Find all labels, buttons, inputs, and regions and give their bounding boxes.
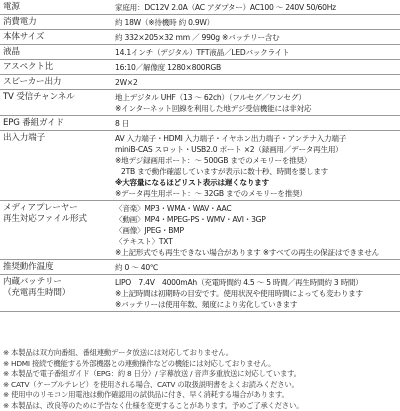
spec-value-line: ※上記形式でも再生できない場合があります ※すべての再生の保証はできません bbox=[115, 247, 400, 258]
spec-value-line: LIPO 7.4V 4000mAh（充電時間約 4.5 〜 5 時間／再生時間約 3 時間） bbox=[115, 277, 400, 288]
note-line: ※ 本製品で電子番組ガイド（EPG：約 8 日分）/ 字幕放送 / 音声多重放送に対応しています。 bbox=[3, 369, 400, 380]
spec-label-subtext: （充電再生時間） bbox=[3, 288, 70, 298]
spec-row bbox=[0, 90, 400, 116]
spec-label bbox=[0, 60, 112, 74]
spec-row bbox=[0, 60, 400, 75]
spec-row bbox=[0, 260, 400, 275]
spec-value bbox=[112, 201, 400, 259]
spec-value-line: 地上デジタル UHF（13 〜 62ch）（フルセグ／ワンセグ） bbox=[115, 92, 400, 103]
spec-label-text: 消費電力 bbox=[3, 17, 37, 27]
spec-row bbox=[0, 30, 400, 45]
spec-value-line: 2TB まで動作確認していますが表示に数十秒、時間を要します bbox=[115, 166, 400, 177]
spec-label bbox=[0, 116, 112, 130]
spec-value-line: 〈音楽〉MP3・WMA・WAV・AAC bbox=[115, 203, 400, 214]
spec-value bbox=[112, 60, 400, 74]
spec-row bbox=[0, 15, 400, 30]
spec-label-text: スピーカー出力 bbox=[3, 77, 61, 87]
spec-label-text: 出入力端子 bbox=[3, 133, 45, 143]
spec-value-line: ※バッテリーは使用年数、頻度により劣化していきます bbox=[115, 299, 400, 310]
note-line: ※ 本製品は、改良等のために予告なく仕様を変更することがあります。予めご了承ください。 bbox=[3, 401, 400, 411]
spec-value-line: AV 入力端子・HDMI 入力端子・イヤホン出力端子・アンテナ入力端子 bbox=[115, 133, 400, 144]
spec-row bbox=[0, 75, 400, 90]
note-line: ※ CATV（ケーブルテレビ）を使用される場合、CATV の取扱説明書をよくお読みください。 bbox=[3, 380, 400, 391]
spec-label-text: 電源 bbox=[3, 2, 20, 12]
spec-value-line: miniB-CAS スロット・USB2.0 ポート ×2（録画用／データ再生用） bbox=[115, 144, 400, 155]
spec-label-text: EPG 番組ガイド bbox=[3, 118, 64, 128]
spec-value bbox=[112, 131, 400, 200]
spec-value-line: 約 18W（※待機時 約 0.9W） bbox=[115, 17, 400, 28]
spec-value-line: ※データ再生用ポート：〜 32GB までのメモリーを推奨） bbox=[115, 188, 400, 199]
spec-label bbox=[0, 260, 112, 274]
spec-label-subtext: 再生対応ファイル形式 bbox=[3, 214, 87, 224]
spec-label bbox=[0, 0, 112, 14]
spec-value bbox=[112, 45, 400, 59]
spec-label bbox=[0, 131, 112, 200]
spec-value-line: 約 332×205×32 mm ／ 990g ※バッテリー含む bbox=[115, 32, 400, 43]
spec-value-line: ※地デジ録画用ポート：〜 500GB までのメモリーを推奨） bbox=[115, 155, 400, 166]
spec-label bbox=[0, 90, 112, 115]
spec-label-text: 内蔵バッテリー bbox=[3, 277, 62, 287]
spec-row bbox=[0, 131, 400, 201]
spec-value bbox=[112, 116, 400, 130]
note-line: ※ 使用中のリモコン用電池は動作確認用の試供品に付き、早く消耗する場合があります。 bbox=[3, 390, 400, 401]
spec-value bbox=[112, 260, 400, 274]
spec-value-line: 8 日 bbox=[115, 118, 400, 129]
spec-value-line: 〈画像〉JPEG・BMP bbox=[115, 225, 400, 236]
spec-value-line: 家庭用：DC12V 2.0A（AC アダプター）AC100 〜 240V 50/60Hz bbox=[115, 2, 400, 13]
spec-row bbox=[0, 116, 400, 131]
spec-row bbox=[0, 0, 400, 15]
spec-label bbox=[0, 30, 112, 44]
spec-label-text: TV 受信チャンネル bbox=[3, 92, 75, 102]
spec-value-line: 〈動画〉MP4・MPEG-PS・WMV・AVI・3GP bbox=[115, 214, 400, 225]
spec-label-text: 液晶 bbox=[3, 47, 20, 57]
spec-value bbox=[112, 275, 400, 311]
spec-value-line: 約 0 〜 40℃ bbox=[115, 262, 400, 273]
spec-value bbox=[112, 0, 400, 14]
spec-value-line: ※大容量になるほどリスト表示は遅くなります bbox=[115, 177, 400, 188]
notes-section bbox=[0, 348, 400, 411]
note-line: ※ HDMI 接続で機能する外部機器との連動操作などの機能には対応しておりません。 bbox=[3, 359, 400, 370]
spec-label-text: 本体サイズ bbox=[3, 32, 44, 42]
spec-label bbox=[0, 45, 112, 59]
spec-label bbox=[0, 15, 112, 29]
spec-value bbox=[112, 75, 400, 89]
spec-row bbox=[0, 201, 400, 260]
spec-label-text: アスペクト比 bbox=[3, 62, 53, 72]
spec-value-line: 14.1インチ（デジタル）TFT液晶／LEDバックライト bbox=[115, 47, 400, 58]
spec-value-line: 2W×2 bbox=[115, 77, 400, 88]
spec-label-text: メディアプレーヤー bbox=[3, 203, 78, 213]
note-line: ※ 本製品は双方向番組、番組連動データ放送には対応しておりません。 bbox=[3, 348, 400, 359]
spec-label bbox=[0, 201, 112, 259]
spec-row bbox=[0, 45, 400, 60]
spec-value-line: ※インターネット回線を利用した地デジ受信機能には非対応 bbox=[115, 103, 400, 114]
spec-row bbox=[0, 275, 400, 312]
spec-value bbox=[112, 30, 400, 44]
spec-label bbox=[0, 275, 112, 311]
spec-value bbox=[112, 15, 400, 29]
spec-label-text: 推奨動作温度 bbox=[3, 262, 53, 272]
spec-value bbox=[112, 90, 400, 115]
spec-value-line: 16:10／解像度 1280×800RGB bbox=[115, 62, 400, 73]
spec-value-line: 〈テキスト〉TXT bbox=[115, 236, 400, 247]
spec-label bbox=[0, 75, 112, 89]
spec-value-line: ※上記時間は初期時の目安です。使用状況や使用時間によっても変わります bbox=[115, 288, 400, 299]
